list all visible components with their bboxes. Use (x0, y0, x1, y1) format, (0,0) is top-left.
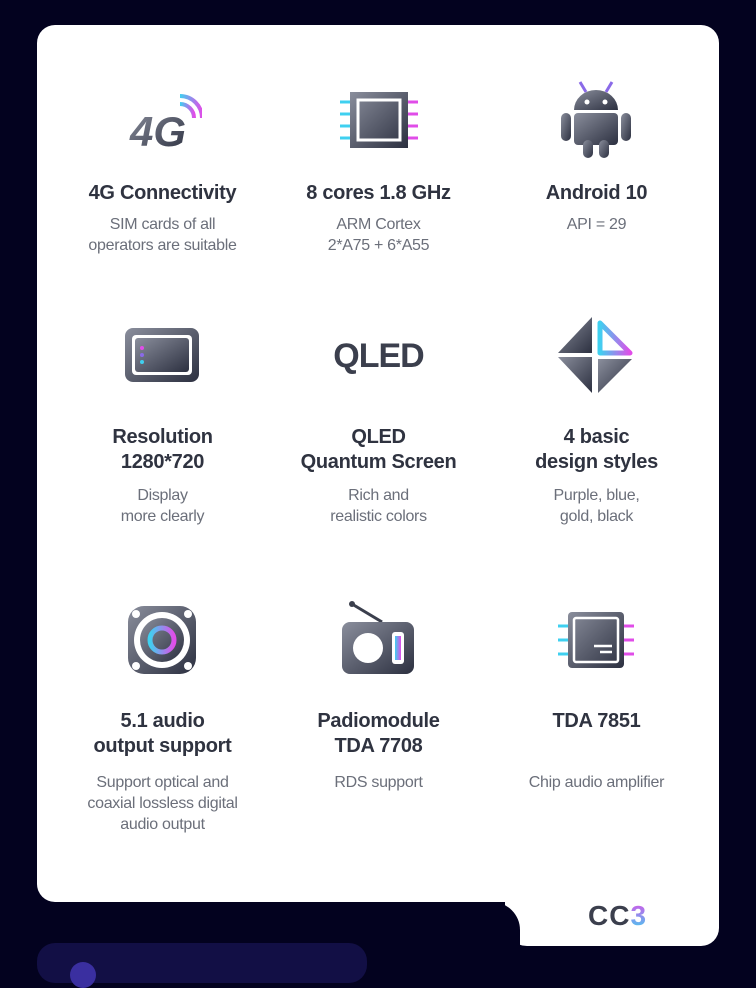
feature-desc: Rich and realistic colors (330, 487, 427, 525)
logo-text: CC (588, 900, 631, 931)
amplifier-chip-icon (556, 600, 636, 680)
logo-number: 3 (630, 900, 648, 931)
feature-desc: Purple, blue, gold, black (553, 487, 640, 525)
feature-desc: ARM Cortex 2*A75 + 6*A55 (327, 216, 430, 254)
feature-title: TDA 7851 (552, 710, 641, 732)
android-icon (556, 80, 636, 160)
screen-icon (122, 315, 202, 395)
feature-title: 5.1 audio output support (93, 710, 232, 757)
feature-title: Resolution 1280*720 (112, 426, 213, 473)
feature-desc: Display more clearly (120, 487, 205, 525)
feature-desc: SIM cards of all operators are suitable (88, 216, 237, 254)
brand-logo (588, 900, 647, 932)
feature-desc: Chip audio amplifier (528, 774, 665, 791)
processor-chip-icon (338, 80, 418, 160)
feature-title: Padiomodule TDA 7708 (317, 710, 440, 757)
feature-title: Android 10 (545, 182, 648, 204)
feature-title: 4G Connectivity (88, 182, 237, 204)
feature-title: QLED Quantum Screen (300, 426, 457, 473)
feature-desc: Support optical and coaxial lossless digital audio output (87, 774, 238, 833)
feature-desc: API = 29 (566, 216, 627, 233)
svg-text:4G: 4G (130, 108, 187, 155)
feature-title: 4 basic design styles (535, 426, 658, 473)
feature-title: 8 cores 1.8 GHz (306, 182, 451, 204)
4g-signal-icon (122, 80, 202, 160)
qled-icon: QLED (333, 337, 424, 375)
design-styles-icon (556, 315, 636, 395)
feature-desc: RDS support (334, 774, 423, 791)
radio-icon (338, 600, 418, 680)
speaker-icon (122, 600, 202, 680)
next-section-icon (70, 962, 96, 988)
